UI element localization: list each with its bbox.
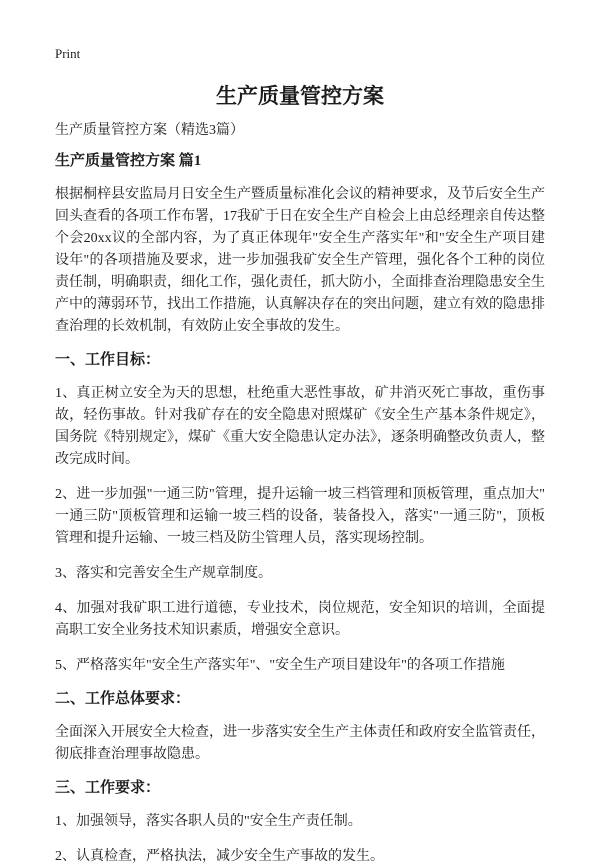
- goal-item-3: 3、落实和完善安全生产规章制度。: [55, 566, 272, 581]
- page-title: 生产质量管控方案: [216, 84, 384, 108]
- overall-requirement-paragraph: 全面深入开展安全大检查，进一步落实安全生产主体责任和政府安全监管责任，彻底排查治理事故隐患。: [55, 725, 545, 762]
- goal-item-4: 4、加强对我矿职工进行道德，专业技术，岗位规范，安全知识的培训，全面提高职工安全业务技术知识素质，增强安全意识。: [55, 601, 545, 638]
- requirement-item-1: 1、加强领导，落实各职人员的"安全生产责任制。: [55, 814, 362, 829]
- section3-heading: 三、工作要求：: [55, 780, 161, 796]
- goal-item-5: 5、严格落实年"安全生产落实年"、"安全生产项目建设年"的各项工作措施: [55, 658, 505, 673]
- section2-heading: 二、工作总体要求：: [55, 691, 191, 707]
- requirement-item-2: 2、认真检查，严格执法，减少安全生产事故的发生。: [55, 849, 384, 864]
- section1-heading: 一、工作目标：: [55, 352, 161, 368]
- print-link[interactable]: Print: [55, 46, 81, 61]
- part1-heading: 生产质量管控方案 篇1: [55, 153, 202, 169]
- doc-subtitle: 生产质量管控方案（精选3篇）: [55, 123, 244, 138]
- intro-paragraph: 根据桐梓县安监局月日安全生产暨质量标准化会议的精神要求，及节后安全生产回头查看的各项工作布署，17我矿于日在安全生产自检会上由总经理亲自传达整个会20xx议的全部内容，为了真正体现年"安全生产落实年"和"安全生产项目建设年"的各项措施及要求，进一步加强我矿安全生产管理，强化各个工种的岗位责任制，明确职责，细化工作，强化责任，抓大防小，全面排查治理隐患安全生产中的薄弱环节，找出工作措施，认真解决存在的突出问题，建立有效的隐患排查治理的长效机制，有效防止安全事故的发生。: [55, 187, 545, 334]
- goal-item-2: 2、进一步加强"一通三防"管理，提升运输一坡三档管理和顶板管理，重点加大"一通三防"顶板管理和运输一坡三档的设备，装备投入，落实"一通三防"，顶板管理和提升运输、一坡三档及防尘管理人员，落实现场控制。: [55, 487, 545, 546]
- goal-item-1: 1、真正树立安全为天的思想，杜绝重大恶性事故，矿井消灭死亡事故，重伤事故，轻伤事故。针对我矿存在的安全隐患对照煤矿《安全生产基本条件规定》，国务院《特别规定》，煤矿《重大安全隐患认定办法》，逐条明确整改负责人，整改完成时间。: [55, 386, 545, 467]
